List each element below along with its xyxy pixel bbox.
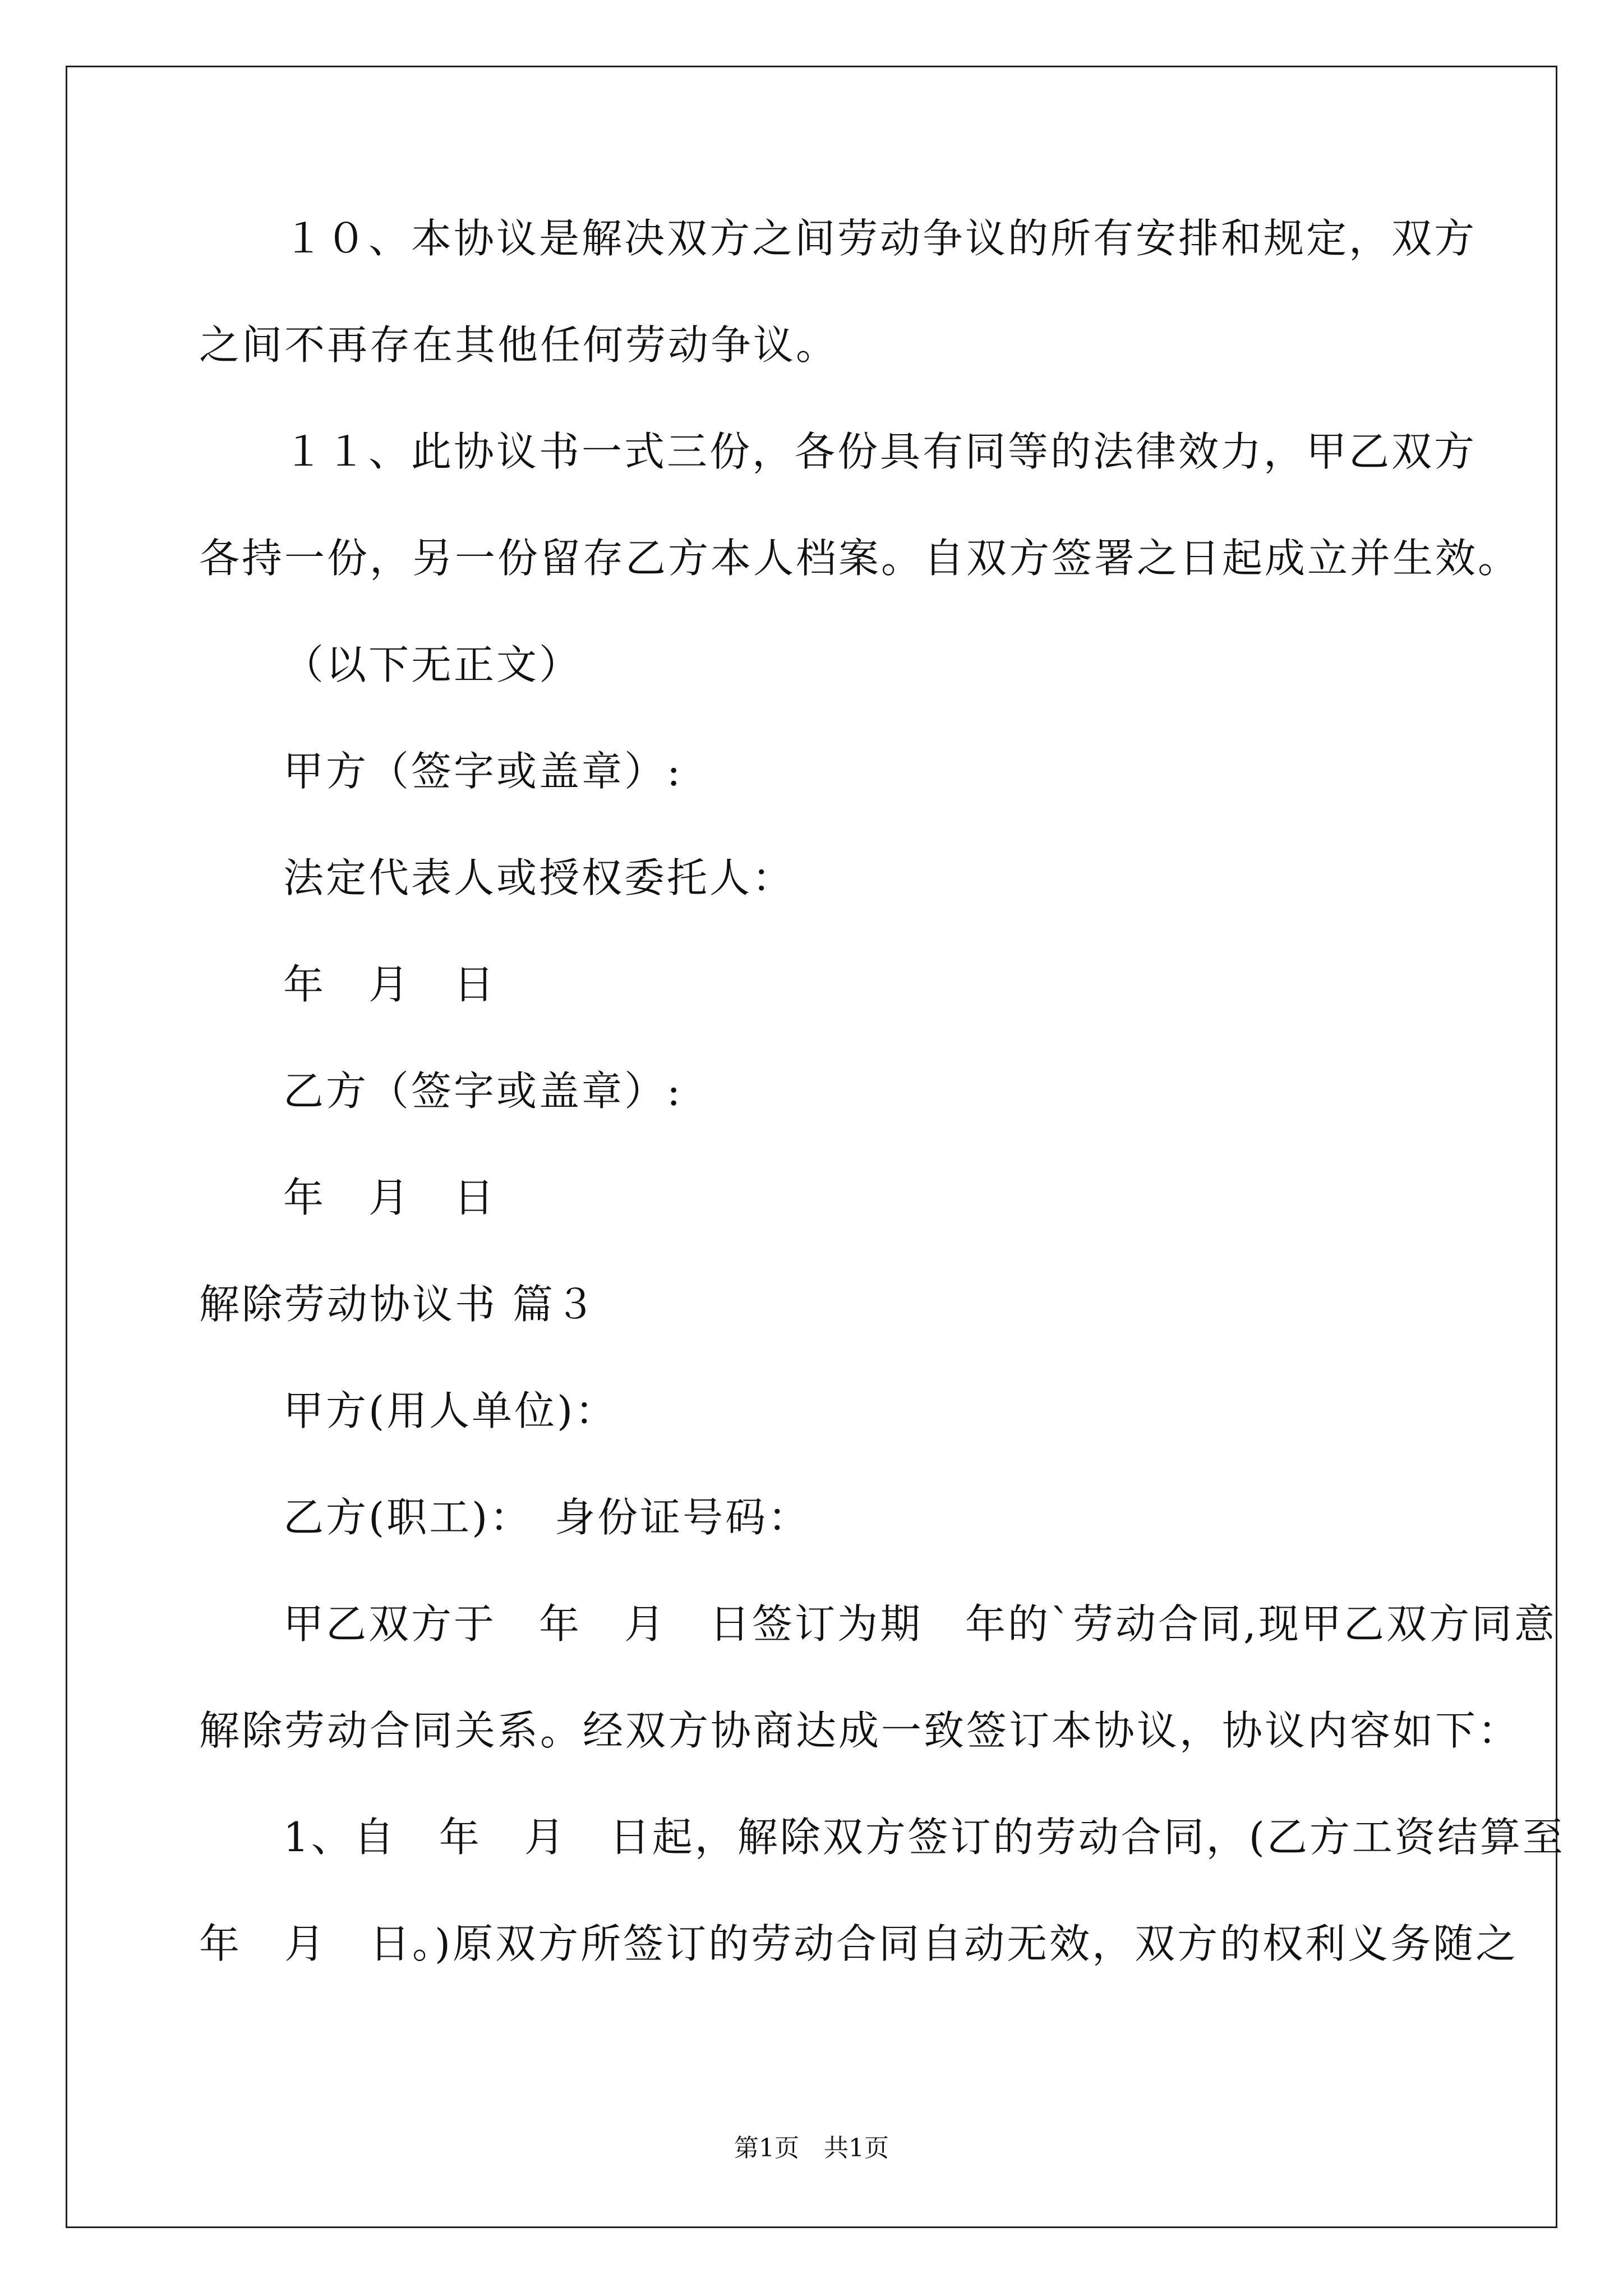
party-b-date: 年 月 日 — [283, 1174, 497, 1221]
paragraph-11-line-1: １１、此协议书一式三份，各份具有同等的法律效力，甲乙双方 — [283, 428, 1477, 475]
paragraph-10-line-1: １０、本协议是解决双方之间劳动争议的所有安排和规定，双方 — [283, 215, 1477, 262]
page-border — [66, 66, 1557, 2228]
party-b-signature: 乙方（签字或盖章）: — [283, 1068, 683, 1115]
legal-representative: 法定代表人或授权委托人： — [283, 854, 795, 901]
clause-1-line-1: 1、自 年 月 日起，解除双方签订的劳动合同，(乙方工资结算至 — [283, 1814, 1565, 1861]
paragraph-10-line-2: 之间不再存在其他任何劳动争议。 — [199, 321, 839, 369]
party-a-employer: 甲方(用人单位)： — [283, 1387, 618, 1434]
clause-1-line-2: 年 月 日。)原双方所签订的劳动合同自动无效，双方的权利义务随之 — [199, 1920, 1519, 1967]
party-a-date: 年 月 日 — [283, 961, 497, 1008]
section-title: 解除劳动协议书 篇３ — [199, 1281, 598, 1328]
party-b-employee: 乙方(职工)： 身份证号码： — [283, 1494, 811, 1541]
page-footer: 第1页 共1页 — [734, 2134, 889, 2162]
no-body-note: （以下无正文） — [283, 641, 582, 688]
intro-line-2: 解除劳动合同关系。经双方协商达成一致签订本协议，协议内容如下： — [199, 1707, 1521, 1754]
intro-line-1: 甲乙双方于 年 月 日签订为期 年的`劳动合同,现甲乙双方同意 — [283, 1600, 1557, 1648]
party-a-signature: 甲方（签字或盖章）: — [283, 748, 683, 795]
paragraph-11-line-2: 各持一份，另一份留存乙方本人档案。自双方签署之日起成立并生效。 — [199, 535, 1521, 582]
